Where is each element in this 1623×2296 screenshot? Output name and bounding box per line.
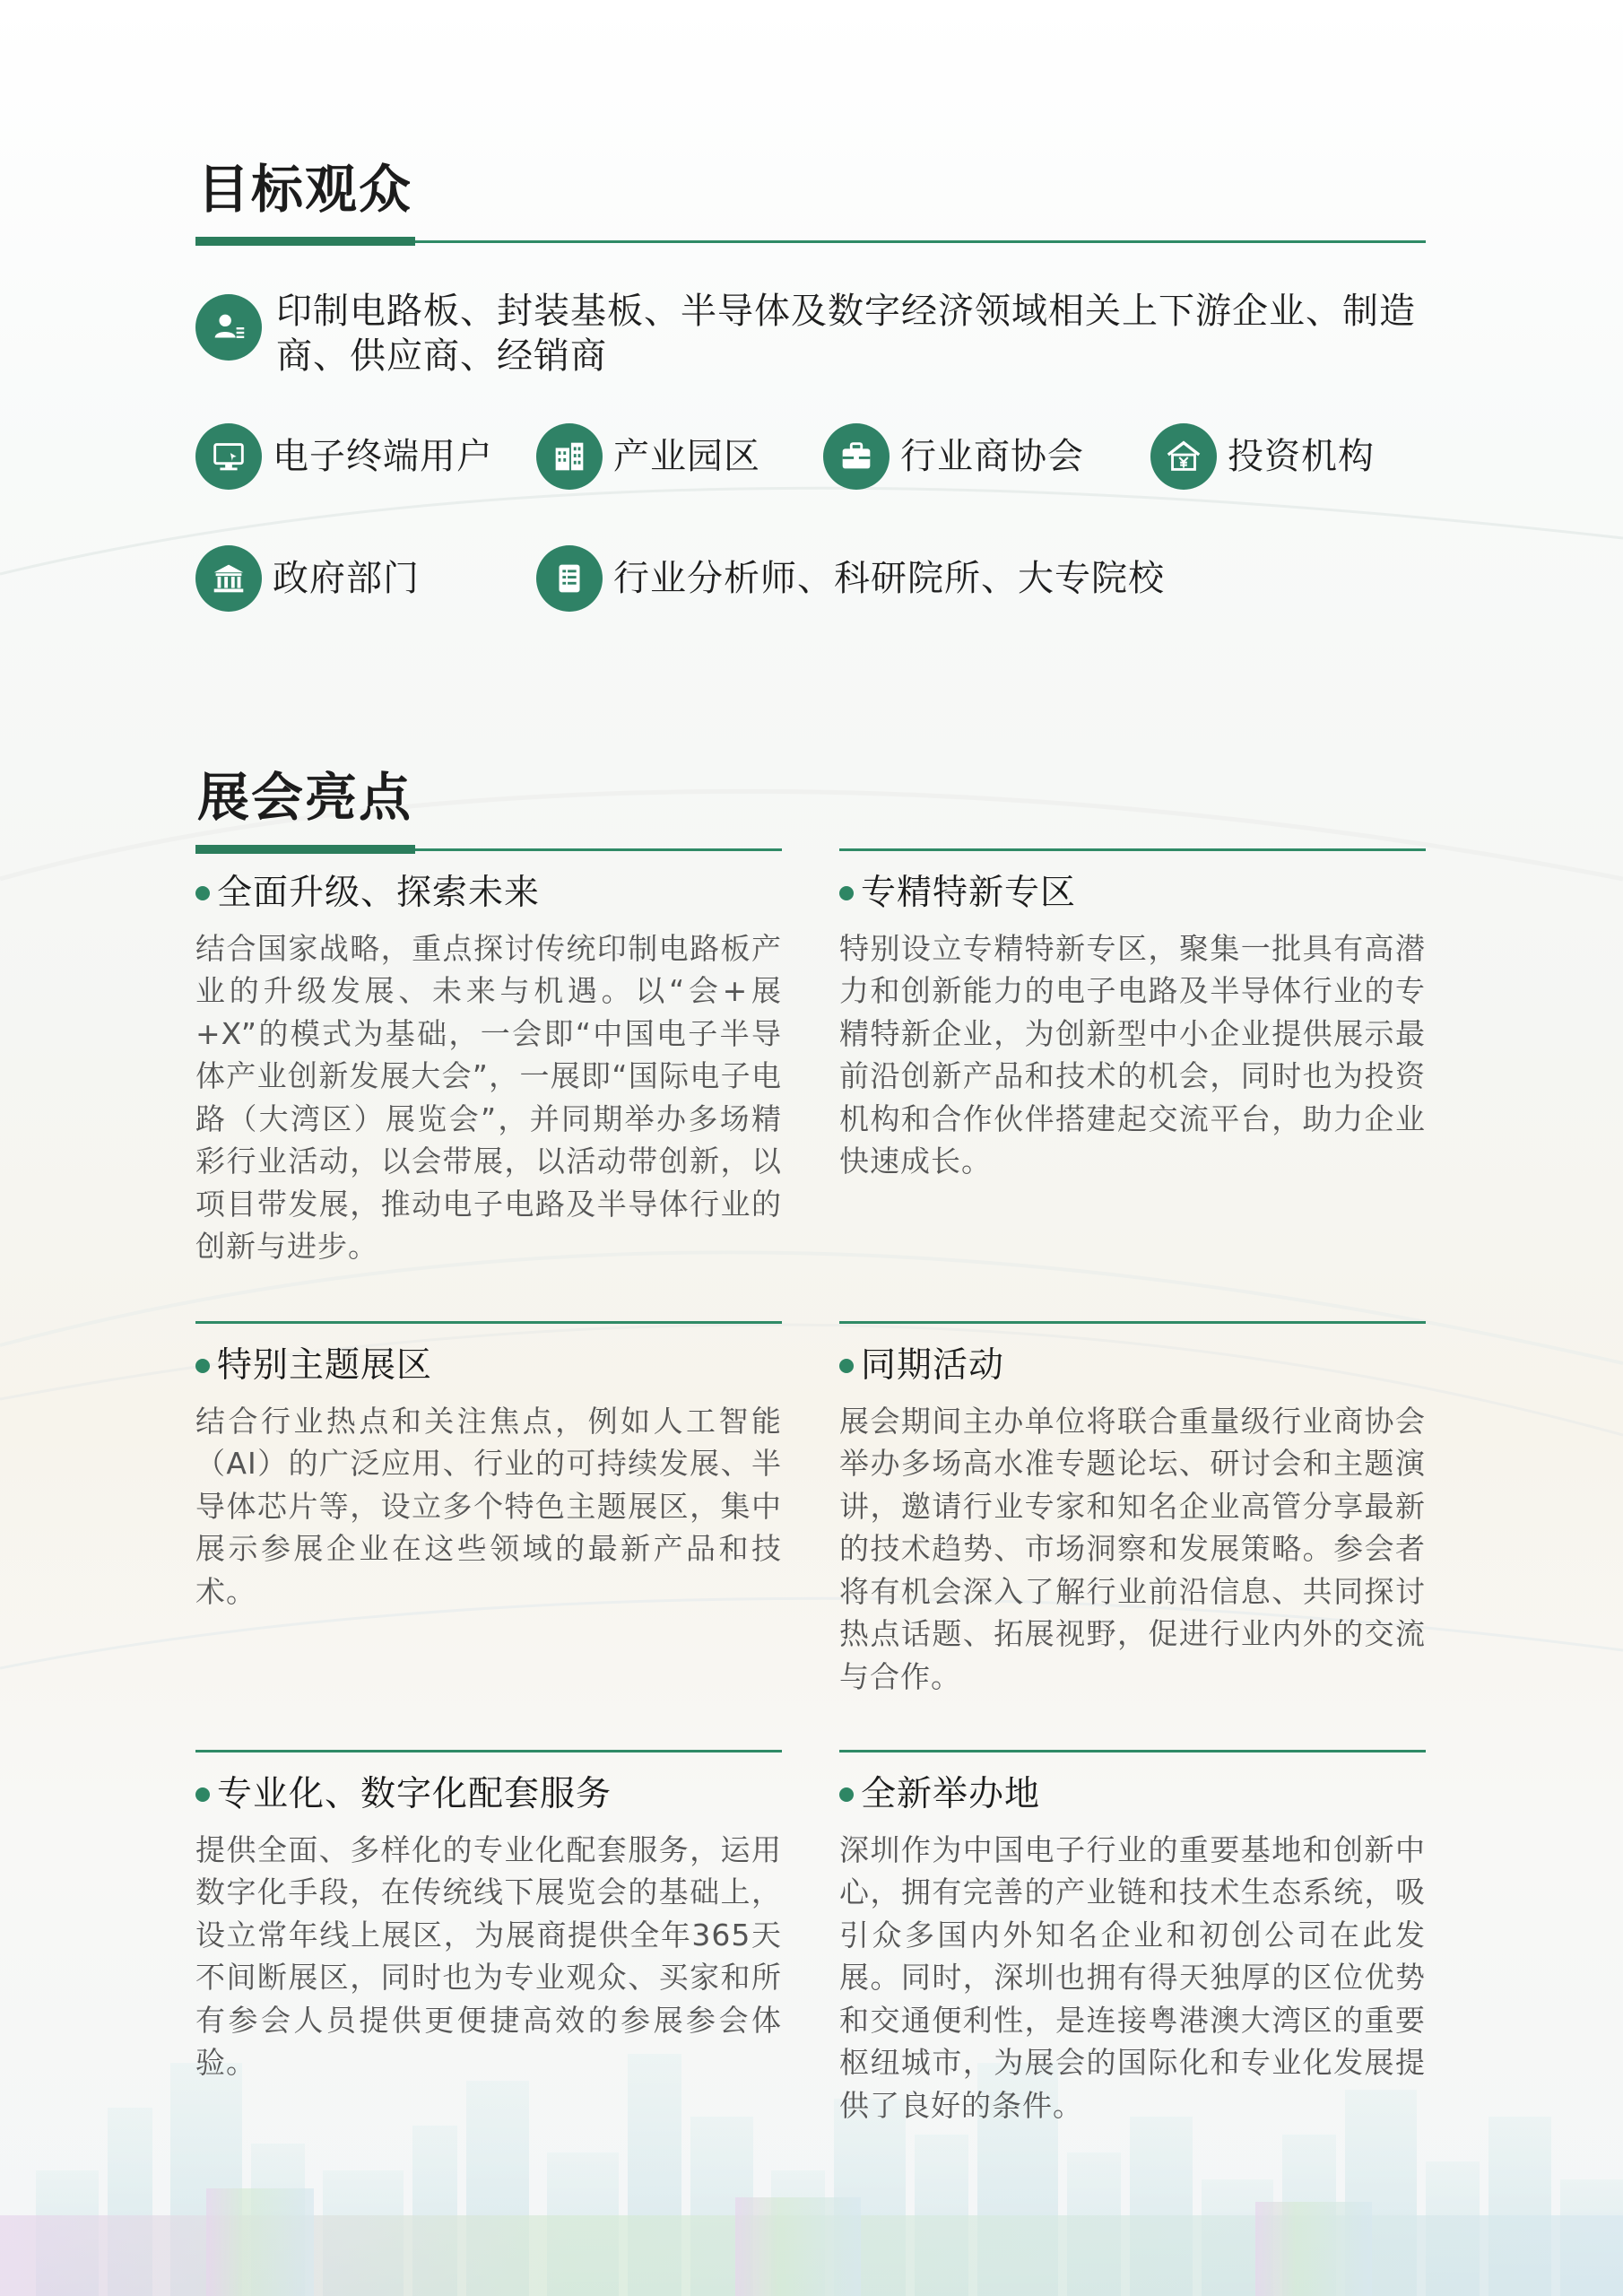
audience-item-label: 行业分析师、科研院所、大专院校: [613, 558, 1165, 599]
card-divider: [195, 1750, 782, 1752]
highlight-title: 专精特新专区: [861, 873, 1077, 913]
highlight-card-new-venue: [839, 1750, 1426, 2126]
highlight-title: 同期活动: [861, 1345, 1005, 1386]
monitor-icon: [195, 423, 262, 490]
bullet-dot: [195, 1787, 210, 1802]
audience-item-industrial-parks: [536, 423, 760, 490]
highlight-title: 专业化、数字化配套服务: [217, 1774, 612, 1814]
highlight-body: 深圳作为中国电子行业的重要基地和创新中心，拥有完善的产业链和技术生态系统，吸引众多国内外知名企业和初创公司在此发展。同时，深圳也拥有得天独厚的区位优势和交通便利性，是连接粤港澳大湾区的重要枢纽城市，为展会的国际化和专业化发展提供了良好的条件。: [839, 1831, 1426, 2123]
audience-item-label: 投资机构: [1228, 436, 1375, 477]
audience-item-label: 电子终端用户: [273, 436, 493, 477]
highlight-title: 特别主题展区: [217, 1345, 433, 1386]
audience-item-label: 政府部门: [273, 558, 420, 599]
briefcase-icon: [823, 423, 890, 490]
audience-item-end-users: [195, 423, 493, 490]
bullet-dot: [195, 1359, 210, 1373]
highlight-body: 提供全面、多样化的专业化配套服务，运用数字化手段，在传统线下展览会的基础上，设立常年线上展区，为展商提供全年365天不间断展区，同时也为专业观众、买家和所有参会人员提供更便捷高效的参展参会体验。: [195, 1831, 782, 2081]
highlight-card-upgrade: [195, 848, 782, 1268]
audience-item-label: 产业园区: [613, 436, 760, 477]
audience-item-label: 印制电路板、封装基板、半导体及数字经济领域相关上下游企业、制造商、供应商、经销商: [276, 291, 1416, 377]
card-divider: [839, 1750, 1426, 1752]
highlights-section-title: 展会亮点: [197, 767, 413, 828]
yuan-house-icon: [1150, 423, 1217, 490]
audience-item-associations: [823, 423, 1084, 490]
audience-item-government: [195, 545, 420, 612]
user-card-icon: [195, 294, 262, 361]
bullet-dot: [839, 886, 854, 900]
buildings-icon: [536, 423, 603, 490]
bullet-dot: [839, 1359, 854, 1373]
bullet-dot: [195, 886, 210, 900]
highlight-body: 结合国家战略，重点探讨传统印制电路板产业的升级发展、未来与机遇。以“会+展+X”的模式为基础，一会即“中国电子半导体产业创新发展大会”，一展即“国际电子电路（大湾区）展览会”，并同期举办多场精彩行业活动，以会带展，以活动带创新，以项目带发展，推动电子电路及半导体行业的创新与进步。: [195, 930, 782, 1265]
audience-item-investors: [1150, 423, 1375, 490]
highlight-card-digital-services: [195, 1750, 782, 2084]
highlight-title: 全新举办地: [861, 1774, 1041, 1814]
government-building-icon: [195, 545, 262, 612]
audience-item-industry: [195, 289, 1478, 378]
audience-item-research: [536, 545, 1165, 612]
card-divider: [839, 1321, 1426, 1324]
highlight-body: 展会期间主办单位将联合重量级行业商协会举办多场高水准专题论坛、研讨会和主题演讲，邀请行业专家和知名企业高管分享最新的技术趋势、市场洞察和发展策略。参会者将有机会深入了解行业前沿信息、共同探讨热点话题、拓展视野，促进行业内外的交流与合作。: [839, 1403, 1426, 1694]
highlight-body: 结合行业热点和关注焦点，例如人工智能（AI）的广泛应用、行业的可持续发展、半导体芯片等，设立多个特色主题展区，集中展示参展企业在这些领域的最新产品和技术。: [195, 1403, 782, 1609]
audience-section-title: 目标观众: [197, 159, 413, 220]
highlight-title: 全面升级、探索未来: [217, 873, 541, 913]
document-list-icon: [536, 545, 603, 612]
audience-item-label: 行业商协会: [900, 436, 1084, 477]
card-divider: [839, 848, 1426, 851]
highlight-card-specialized-zone: [839, 848, 1426, 1183]
audience-title-divider: [195, 240, 1426, 243]
bullet-dot: [839, 1787, 854, 1802]
card-divider: [195, 1321, 782, 1324]
highlight-card-concurrent-events: [839, 1321, 1426, 1698]
highlight-body: 特别设立专精特新专区，聚集一批具有高潜力和创新能力的电子电路及半导体行业的专精特新企业，为创新型中小企业提供展示最前沿创新产品和技术的机会，同时也为投资机构和合作伙伴搭建起交流平台，助力企业快速成长。: [839, 930, 1426, 1179]
highlight-card-theme-zone: [195, 1321, 782, 1613]
